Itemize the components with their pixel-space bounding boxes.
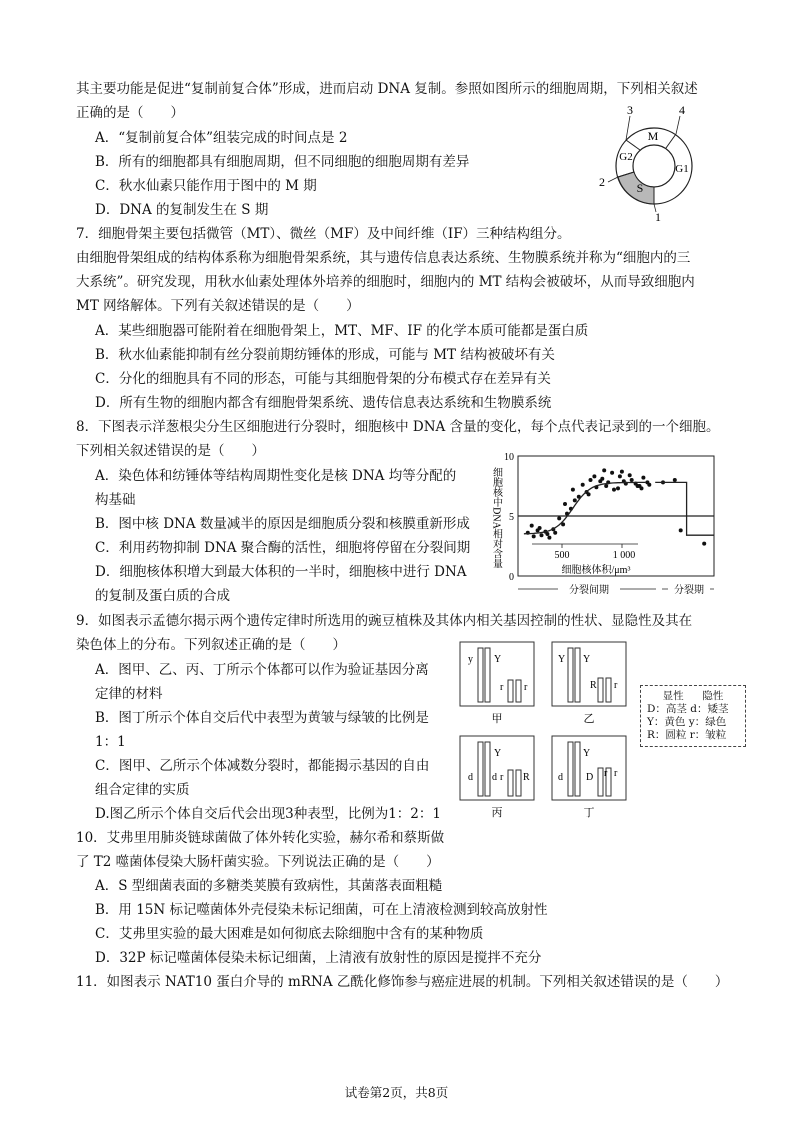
legend-dom: Y：黄色 <box>647 716 686 728</box>
q6-option-b: B．所有的细胞都具有细胞周期，但不同细胞的细胞周期有差异 <box>95 154 470 170</box>
chromosome-panels <box>456 640 656 822</box>
label-4: 4 <box>679 104 685 117</box>
data-point <box>598 479 602 483</box>
q10-option-b: B．用 15N 标记噬菌体外壳侵染未标记细菌，可在上清液检测到较高放射性 <box>95 902 548 918</box>
q9-option-c-1: C．图甲、乙所示个体减数分裂时，都能揭示基因的自由 <box>95 758 430 774</box>
q9-line-2: 染色体上的分布。下列叙述正确的是（ ） <box>76 637 346 653</box>
panel-ding <box>552 736 626 819</box>
q9-option-a-2: 定律的材料 <box>95 686 163 702</box>
panel-name-bing: 丙 <box>491 807 503 819</box>
q9-option-b-2: 1：1 <box>95 734 126 750</box>
data-point <box>573 498 577 502</box>
label-1: 1 <box>655 210 661 222</box>
data-point <box>616 486 620 490</box>
intro-line-2: 正确的是（ ） <box>76 105 184 121</box>
data-point <box>545 532 549 536</box>
label-g2: G2 <box>619 151 633 163</box>
label-3: 3 <box>627 104 633 117</box>
data-point <box>638 484 642 488</box>
data-point <box>530 524 534 528</box>
q10-option-d: D．32P 标记噬菌体侵染未标记细菌，上清液有放射性的原因是搅拌不充分 <box>95 950 542 966</box>
legend-header-dominant: 显性 <box>662 690 684 702</box>
gene-label: d <box>558 772 563 783</box>
panel-name-ding: 丁 <box>583 807 595 819</box>
data-point <box>679 528 683 532</box>
data-point <box>532 534 536 538</box>
legend-rec: d：矮茎 <box>690 703 729 715</box>
q10-line-1: 10．艾弗里用肺炎链球菌做了体外转化实验，赫尔希和蔡斯做 <box>76 830 445 846</box>
gene-label: D <box>586 772 594 783</box>
data-point <box>557 516 561 520</box>
data-point <box>547 536 551 540</box>
label-2: 2 <box>599 175 605 189</box>
legend-header-recessive: 隐性 <box>702 690 724 702</box>
q8-line-2: 下列相关叙述错误的是（ ） <box>76 443 265 459</box>
gene-label: r <box>500 772 504 783</box>
x-axis-label: 细胞核体积/μm³ <box>561 565 631 576</box>
y-tick-0: 0 <box>509 572 514 583</box>
gene-label: R <box>523 772 530 783</box>
data-point <box>618 474 622 478</box>
data-point <box>589 478 593 482</box>
data-point <box>553 531 557 535</box>
gene-label: Y <box>583 654 591 665</box>
q9-option-b-1: B．图丁所示个体自交后代中表型为黄皱与绿皱的比例是 <box>95 710 429 726</box>
data-point <box>612 488 616 492</box>
cell-cycle-diagram <box>596 104 706 222</box>
data-point <box>630 478 634 482</box>
q10-option-a: A．S 型细菌表面的多糖类荚膜有致病性，其菌落表面粗糙 <box>95 878 443 894</box>
q8-option-a-2: 构基础 <box>95 492 136 508</box>
legend-rec: r：皱粒 <box>689 729 727 741</box>
gene-label: d <box>468 772 473 783</box>
panel-jia <box>460 642 534 725</box>
trend-curve <box>518 482 714 535</box>
q9-line-1: 9．如图表示孟德尔揭示两个遗传定律时所选用的豌豆植株及其体内相关基因控制的性状、显隐性及其在 <box>76 613 693 629</box>
gene-label: Y <box>558 654 566 665</box>
data-point <box>673 478 677 482</box>
phase-interphase: 分裂间期 <box>569 585 609 596</box>
x-tick-500: 500 <box>554 550 570 561</box>
label-m: M <box>647 129 659 143</box>
q8-option-d-2: 的复制及蛋白质的合成 <box>95 588 230 604</box>
q7-line-4: MT 网络解体。下列有关叙述错误的是（ ） <box>76 298 360 314</box>
label-s: S <box>636 181 644 195</box>
gene-label: Y <box>494 654 502 665</box>
x-tick-1000: 1 000 <box>612 550 636 561</box>
gene-label: r <box>604 768 608 779</box>
q8-line-1: 8．下图表示洋葱根尖分生区细胞进行分裂时，细胞核中 DNA 含量的变化，每个点代表记录到的一个细胞。 <box>76 419 720 435</box>
panel-bing <box>460 736 534 819</box>
legend-dom: D：高茎 <box>647 703 687 715</box>
q8-option-a-1: A．染色体和纺锤体等结构周期性变化是核 DNA 均等分配的 <box>95 468 457 484</box>
q7-option-d: D．所有生物的细胞内都含有细胞骨架系统、遗传信息表达系统和生物膜系统 <box>95 395 552 411</box>
q9-option-d: D.图乙所示个体自交后代会出现3种表型，比例为1：2：1 <box>95 806 441 822</box>
q6-option-c: C．秋水仙素只能作用于图中的 M 期 <box>95 178 317 194</box>
intro-line-1: 其主要功能是促进“复制前复合体”形成，进而启动 DNA 复制。参照如图所示的细胞周期，下列相关叙述 <box>76 81 698 97</box>
data-point <box>604 484 608 488</box>
data-point <box>581 483 585 487</box>
y-tick-10: 10 <box>504 452 514 463</box>
q7-option-b: B．秋水仙素能抑制有丝分裂前期纺锤体的形成，可能与 MT 结构被破坏有关 <box>95 347 555 363</box>
data-point <box>571 488 575 492</box>
data-point <box>540 533 544 537</box>
data-point <box>620 470 624 474</box>
q10-line-2: 了 T2 噬菌体侵染大肠杆菌实验。下列说法正确的是（ ） <box>76 854 440 870</box>
gene-label: Y <box>583 748 591 759</box>
gene-label: R <box>590 680 597 691</box>
y-tick-5: 5 <box>509 512 514 523</box>
q7-option-c: C．分化的细胞具有不同的形态，可能与其细胞骨架的分布模式存在差异有关 <box>95 371 551 387</box>
q6-option-a: A．“复制前复合体”组装完成的时间点是 2 <box>95 130 348 146</box>
data-point <box>645 480 649 484</box>
legend-dom: R：圆粒 <box>647 729 687 741</box>
gene-label: r <box>524 682 528 693</box>
data-point <box>592 474 596 478</box>
gene-label: r <box>614 680 618 691</box>
q9-option-a-1: A．图甲、乙、丙、丁所示个体都可以作为验证基因分离 <box>95 662 429 678</box>
gene-label: y <box>468 654 473 665</box>
q7-line-2: 由细胞骨架组成的结构体系称为细胞骨架系统，其与遗传信息表达系统、生物膜系统并称为“细胞内的三 <box>76 250 691 266</box>
data-point <box>587 492 591 496</box>
panel-name-yi: 乙 <box>583 713 595 725</box>
y-axis-label: 细胞核中DNA相对含量 <box>490 467 502 569</box>
q8-option-d-1: D．细胞核体积增大到最大体积的一半时，细胞核中进行 DNA <box>95 564 467 580</box>
q10-option-c: C．艾弗里实验的最大困难是如何彻底去除细胞中含有的某种物质 <box>95 926 484 942</box>
data-point <box>702 542 706 546</box>
data-point <box>538 526 542 530</box>
q8-option-c: C．利用药物抑制 DNA 聚合酶的活性，细胞将停留在分裂间期 <box>95 540 471 556</box>
data-point <box>563 502 567 506</box>
data-point <box>602 468 606 472</box>
data-point <box>641 476 645 480</box>
q9-option-c-2: 组合定律的实质 <box>95 782 190 798</box>
page-footer: 试卷第2页，共8页 <box>344 1085 449 1100</box>
panel-name-jia: 甲 <box>491 713 503 725</box>
q11-line-1: 11．如图表示 NAT10 蛋白介导的 mRNA 乙酰化修饰参与癌症进展的机制。下列相关叙述错误的是（ ） <box>76 974 729 990</box>
gene-legend <box>640 685 746 747</box>
gene-label: Y <box>494 748 502 759</box>
dna-content-chart <box>486 448 726 598</box>
gene-label: d <box>492 772 497 783</box>
data-point <box>628 473 632 477</box>
gene-label: r <box>500 682 504 693</box>
q7-line-3: 大系统”。研究发现，用秋水仙素处理体外培养的细胞时，细胞内的 MT 结构会被破坏，从而导致细胞内 <box>76 274 695 290</box>
legend-rec: y：绿色 <box>688 716 727 728</box>
panel-yi <box>552 642 626 725</box>
q7-option-a: A．某些细胞器可能附着在细胞骨架上，MT、MF、IF 的化学本质可能都是蛋白质 <box>95 323 589 339</box>
q7-line-1: 7．细胞骨架主要包括微管（MT）、微丝（MF）及中间纤维（IF）三种结构组分。 <box>76 226 571 242</box>
phase-division: 分裂期 <box>674 585 704 596</box>
q6-option-d: D．DNA 的复制发生在 S 期 <box>95 202 269 218</box>
q8-option-b: B．图中核 DNA 数量减半的原因是细胞质分裂和核膜重新形成 <box>95 516 470 532</box>
data-point <box>610 471 614 475</box>
label-g1: G1 <box>675 163 689 175</box>
gene-label: r <box>614 768 618 779</box>
